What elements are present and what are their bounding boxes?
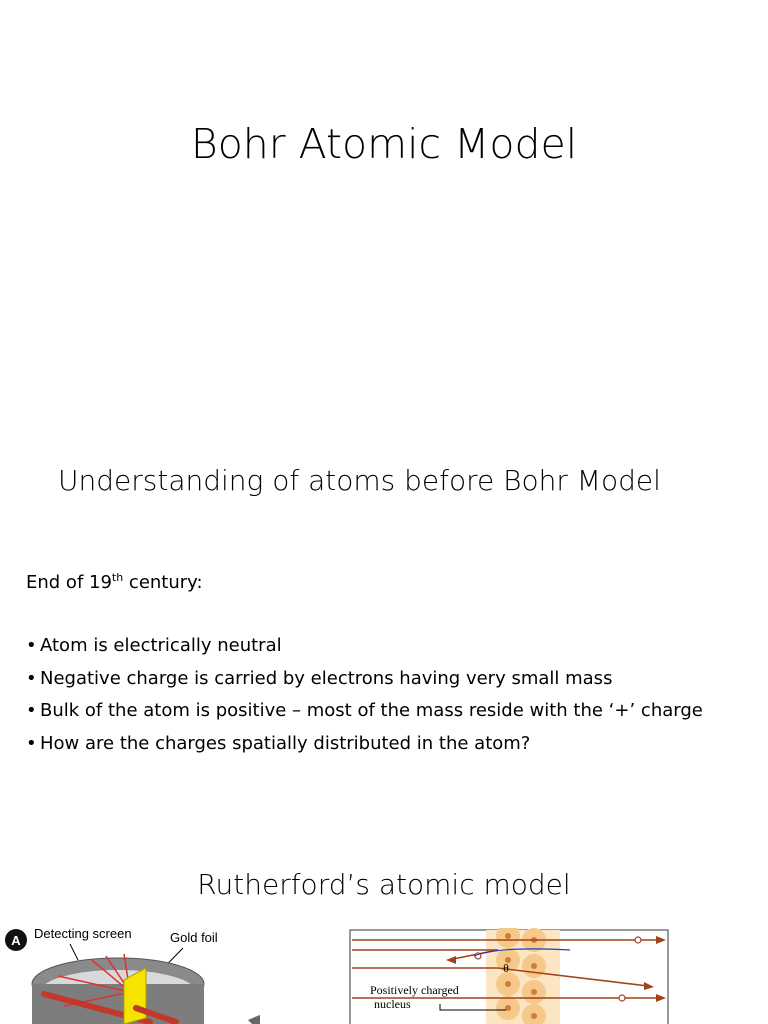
bullet-item bbox=[26, 667, 703, 700]
bullet-dot-icon: • bbox=[26, 635, 37, 656]
bullet-text: Negative charge is carried by electrons having very small mass bbox=[40, 667, 613, 689]
bullet-list bbox=[26, 634, 703, 764]
slide-title-bohr: Bohr Atomic Model bbox=[190, 120, 578, 168]
detecting-screen-label: Detecting screen bbox=[34, 926, 132, 941]
bullet-text: Bulk of the atom is positive – most of the mass reside with the ‘+’ charge bbox=[40, 700, 703, 721]
intro-sup: th bbox=[111, 571, 124, 584]
gold-foil-label: Gold foil bbox=[170, 930, 218, 945]
slide-title-before-bohr: Understanding of atoms before Bohr Model bbox=[58, 464, 661, 497]
nucleus-label-line2: nucleus bbox=[374, 997, 411, 1011]
theta-label: θ bbox=[503, 961, 509, 975]
bullet-item bbox=[26, 732, 703, 765]
intro-suffix: century: bbox=[123, 572, 203, 593]
intro-text bbox=[26, 571, 203, 593]
bullet-item bbox=[26, 699, 703, 732]
screen-pointer-line bbox=[70, 944, 78, 960]
bullet-item bbox=[26, 634, 703, 667]
bullet-text: How are the charges spatially distributed in the atom? bbox=[40, 732, 531, 754]
bullet-text: Atom is electrically neutral bbox=[40, 635, 282, 656]
bullet-dot-icon: • bbox=[26, 667, 37, 689]
nucleus-scattering-figure bbox=[348, 928, 670, 1024]
nucleus-label-line1: Positively charged bbox=[370, 983, 459, 997]
intro-prefix: End of 19 bbox=[26, 572, 112, 593]
bullet-dot-icon: • bbox=[26, 732, 37, 754]
bullet-dot-icon: • bbox=[26, 700, 37, 721]
source-block-icon bbox=[248, 1014, 260, 1024]
badge-letter: A bbox=[11, 933, 21, 948]
gold-foil-apparatus-figure bbox=[0, 922, 260, 1024]
slide-title-rutherford: Rutherford’s atomic model bbox=[197, 868, 571, 901]
